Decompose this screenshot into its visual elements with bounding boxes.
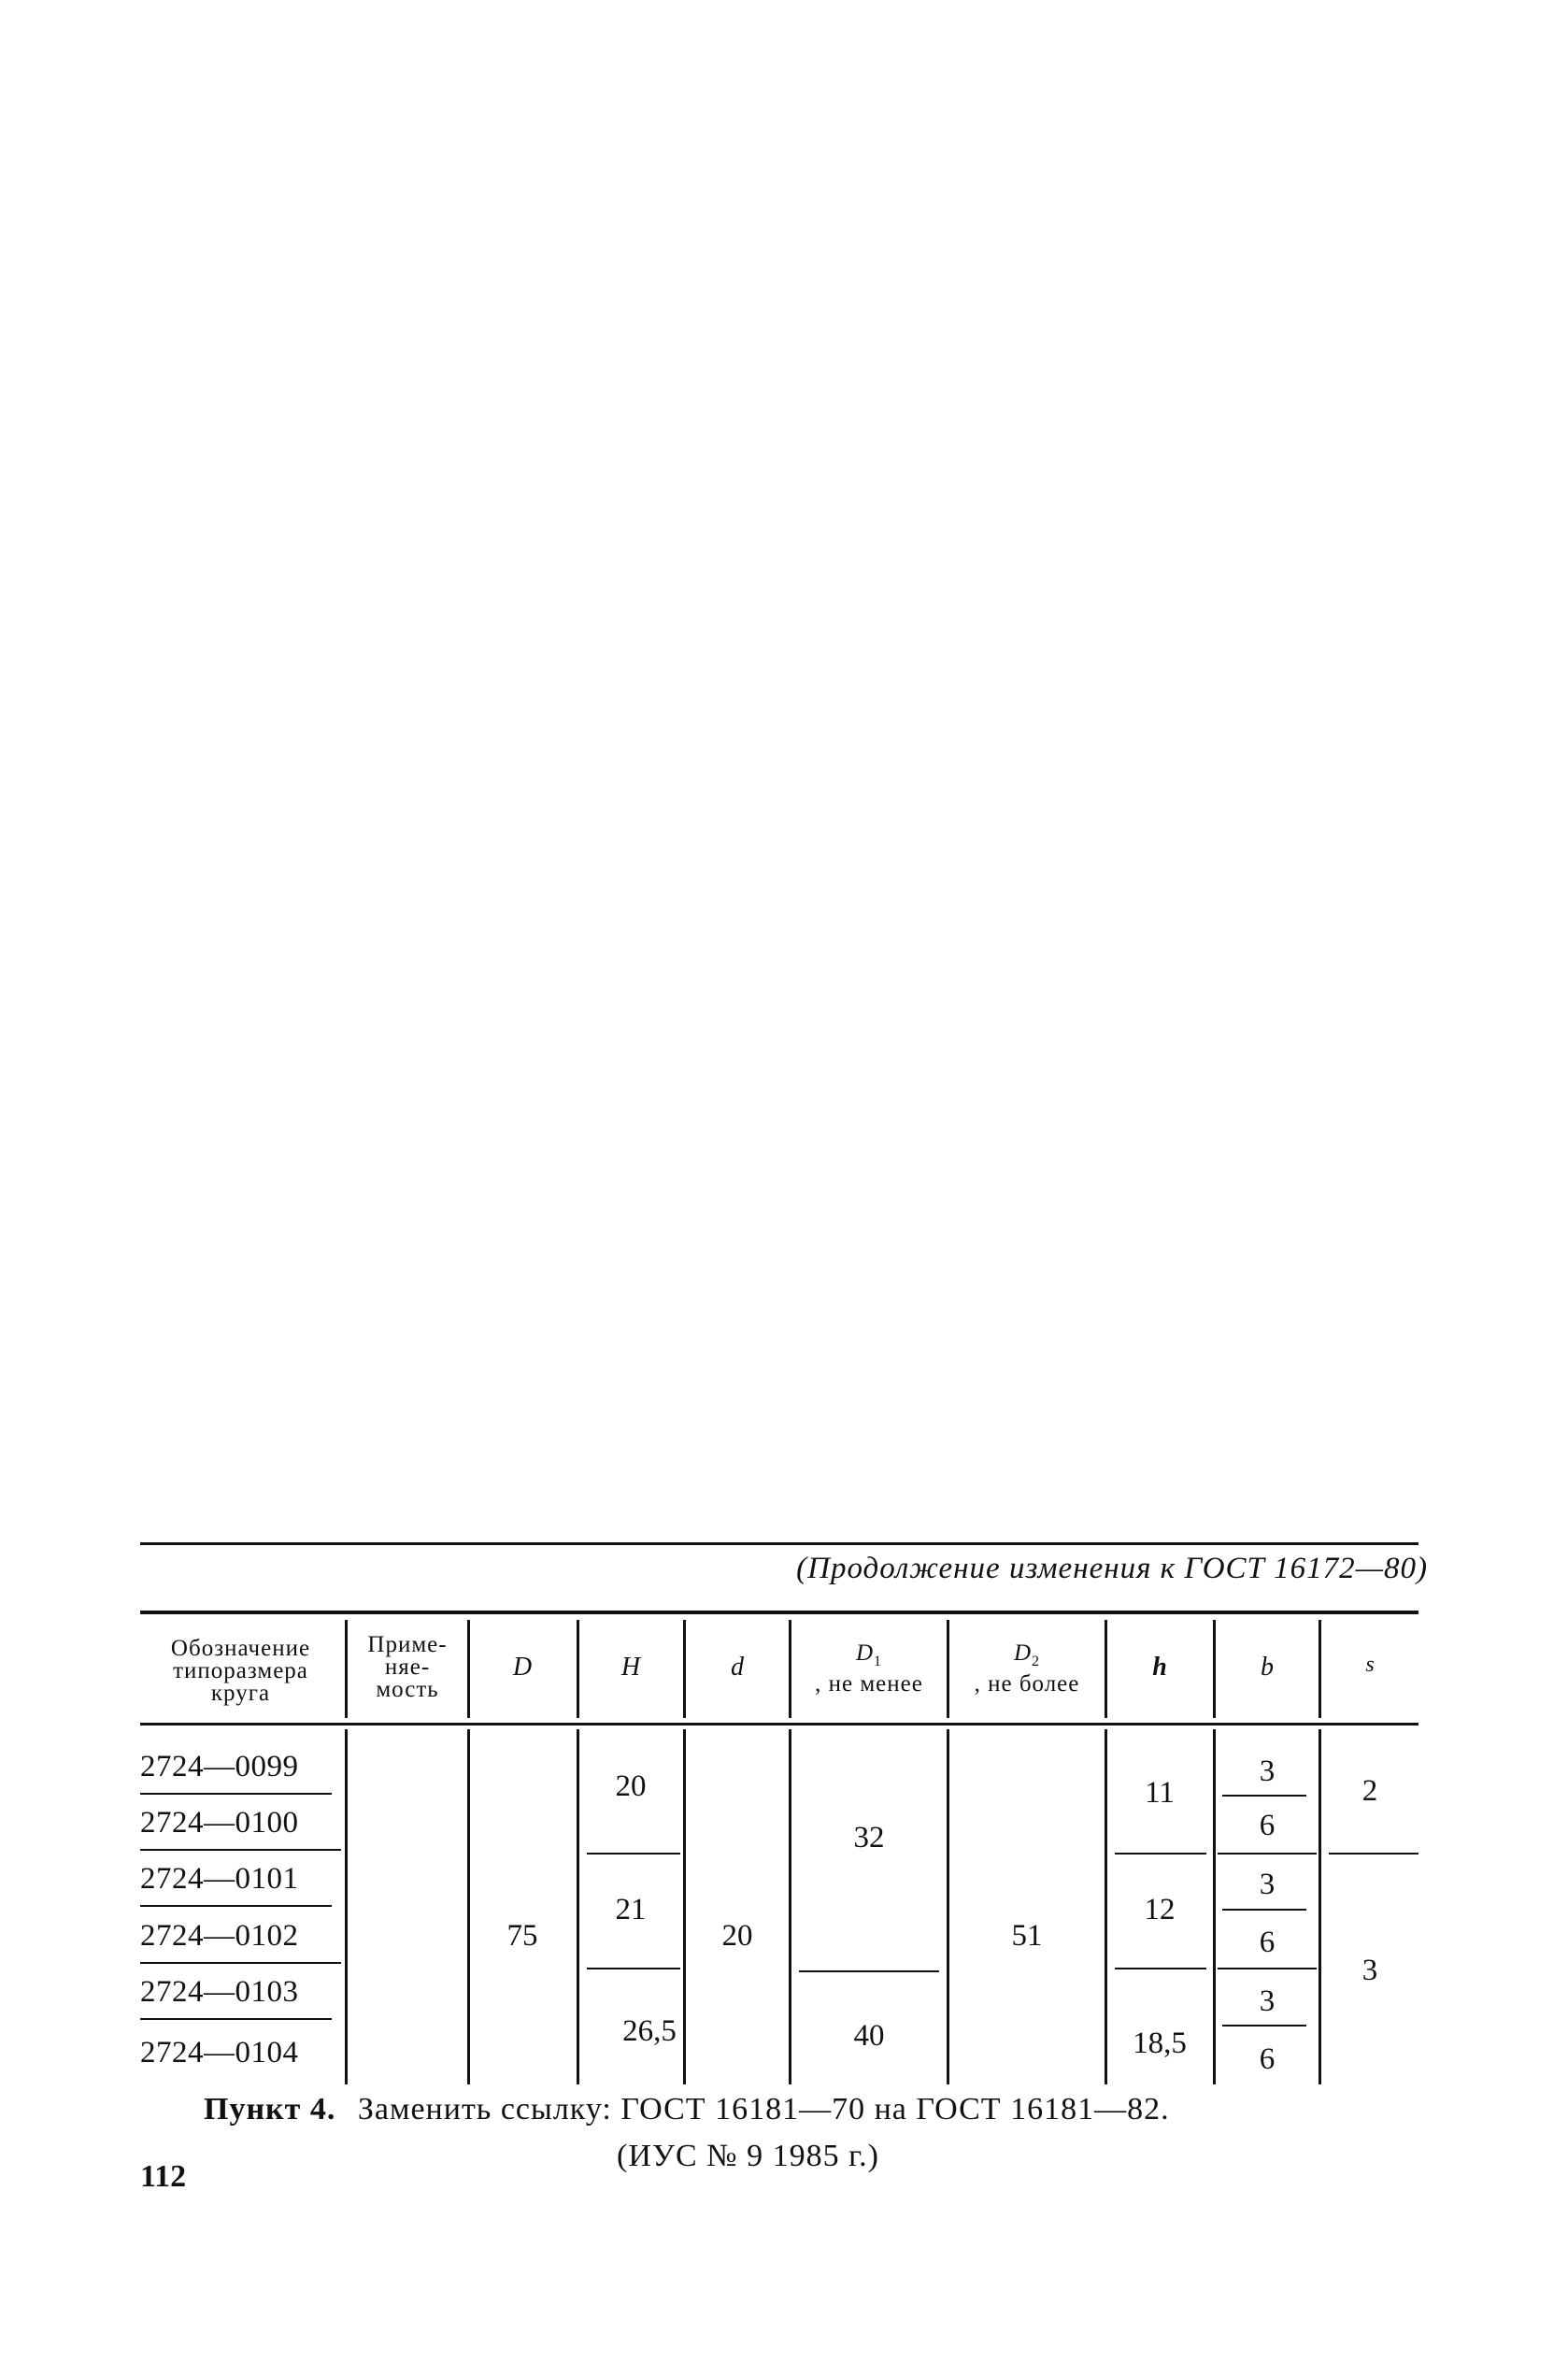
code-row-3: 2724—0101	[140, 1862, 299, 1896]
top-rule	[140, 1542, 1418, 1545]
col-applicability-header: Приме- няе- мость	[367, 1632, 448, 1702]
value-h-2: 12	[1144, 1893, 1176, 1926]
col-divider	[947, 1729, 949, 2084]
value-b-6: 6	[1259, 2042, 1276, 2076]
value-D: 75	[506, 1919, 538, 1953]
b-divider	[1218, 1853, 1317, 1855]
col-h-header: h	[1152, 1653, 1167, 1682]
value-H-1: 20	[615, 1769, 647, 1803]
col-divider	[345, 1620, 348, 1718]
code-row-5: 2724—0103	[140, 1975, 299, 2009]
value-b-3: 3	[1259, 1868, 1276, 1901]
value-b-1: 3	[1259, 1754, 1276, 1788]
value-s-2: 3	[1361, 1954, 1378, 1987]
value-D1-1: 32	[853, 1821, 885, 1855]
paragraph-text: Заменить ссылку: ГОСТ 16181—70 на ГОСТ 16181—82.	[357, 2092, 1170, 2127]
value-h-3: 18,5	[1133, 2026, 1187, 2060]
col-divider	[345, 1729, 348, 2084]
col-designation-header: Обозначение типоразмера круга	[170, 1636, 311, 1706]
code-underline	[140, 1962, 341, 1964]
col-b-header: b	[1261, 1653, 1274, 1682]
code-row-4: 2724—0102	[140, 1919, 299, 1953]
col-D1-header: $D_1$ , не менее	[815, 1640, 923, 1697]
value-H-3: 26,5	[622, 2014, 677, 2048]
value-H-2: 21	[615, 1893, 647, 1926]
value-b-5: 3	[1259, 1984, 1276, 2018]
paragraph	[204, 2092, 1170, 2127]
col-s-header: s	[1365, 1653, 1375, 1677]
paragraph-label: Пункт 4.	[204, 2092, 336, 2127]
value-d: 20	[721, 1919, 753, 1953]
H-divider	[587, 1853, 680, 1855]
b-fraction-line	[1222, 1909, 1306, 1911]
code-underline	[140, 2018, 332, 2020]
value-b-4: 6	[1259, 1926, 1276, 1959]
header-bottom-rule	[140, 1723, 1418, 1726]
code-underline	[140, 1849, 341, 1851]
col-D-header: D	[512, 1653, 533, 1682]
value-h-1: 11	[1145, 1776, 1175, 1810]
h-divider	[1115, 1968, 1206, 1969]
col-divider	[467, 1729, 470, 2084]
b-fraction-line	[1222, 1795, 1306, 1797]
page-number: 112	[140, 2159, 187, 2194]
h-divider	[1115, 1853, 1206, 1855]
D1-divider	[799, 1970, 939, 1972]
value-D2: 51	[1011, 1919, 1043, 1953]
change-index: (ИУС № 9 1985 г.)	[617, 2139, 879, 2173]
col-H-header: H	[620, 1653, 641, 1682]
code-row-2: 2724—0100	[140, 1806, 299, 1840]
value-b-2: 6	[1259, 1809, 1276, 1842]
col-D2-header: $D_2$ , не более	[974, 1640, 1080, 1697]
code-underline	[140, 1793, 332, 1795]
H-divider	[587, 1968, 680, 1969]
b-divider	[1218, 1968, 1317, 1969]
value-D1-2: 40	[853, 2019, 885, 2053]
continuation-heading: (Продолжение изменения к ГОСТ 16172—80)	[796, 1552, 1428, 1585]
value-s-1: 2	[1361, 1774, 1378, 1808]
b-fraction-line	[1222, 2025, 1306, 2026]
s-divider	[1329, 1853, 1418, 1855]
code-row-1: 2724—0099	[140, 1750, 299, 1783]
code-row-6: 2724—0104	[140, 2036, 299, 2069]
col-d-header: d	[731, 1653, 744, 1682]
code-underline	[140, 1905, 332, 1907]
table-top-rule	[140, 1611, 1418, 1614]
